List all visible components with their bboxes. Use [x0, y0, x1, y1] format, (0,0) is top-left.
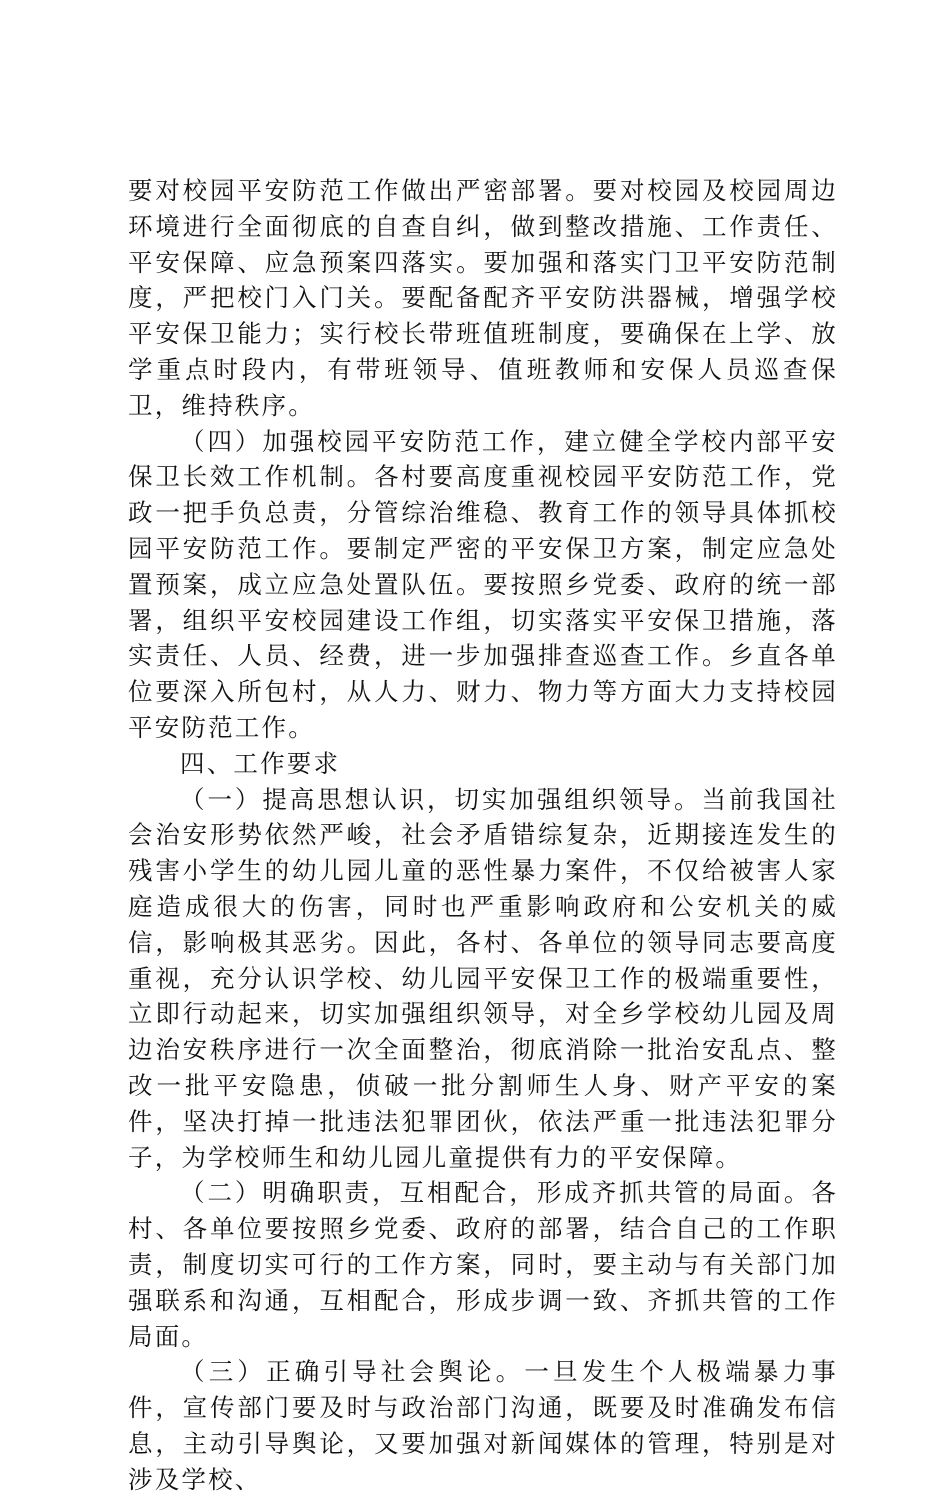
paragraph-security-deployment: 要对校园平安防范工作做出严密部署。要对校园及校园周边环境进行全面彻底的自查自纠，做到整改措施、工作责任、平安保障、应急预案四落实。要加强和落实门卫平安防范制度，严把校门入门关。要配备配齐平安防洪器械，增强学校平安保卫能力；实行校长带班值班制度，要确保在上学、放学重点时段内，有带班领导、值班教师和安保人员巡查保卫，维持秩序。	[128, 176, 838, 420]
section-heading-work-requirements: 四、工作要求	[180, 748, 341, 778]
paragraph-section-4: （四）加强校园平安防范工作，建立健全学校内部平安保卫长效工作机制。各村要高度重视校园平安防范工作，党政一把手负总责，分管综治维稳、教育工作的领导具体抓校园平安防范工作。要制定严密的平安保卫方案，制定应急处置预案，成立应急处置队伍。要按照乡党委、政府的统一部署，组织平安校园建设工作组，切实落实平安保卫措施，落实责任、人员、经费，进一步加强排查巡查工作。乡直各单位要深入所包村，从人力、财力、物力等方面大力支持校园平安防范工作。	[128, 426, 838, 742]
paragraph-requirement-3: （三）正确引导社会舆论。一旦发生个人极端暴力事件，宣传部门要及时与政治部门沟通，既要及时准确发布信息，主动引导舆论，又要加强对新闻媒体的管理，特别是对涉及学校、	[128, 1357, 838, 1494]
document-body	[128, 173, 838, 1497]
paragraph-requirement-1: （一）提高思想认识，切实加强组织领导。当前我国社会治安形势依然严峻，社会矛盾错综复杂，近期接连发生的残害小学生的幼儿园儿童的恶性暴力案件，不仅给被害人家庭造成很大的伤害，同时也严重影响政府和公安机关的威信，影响极其恶劣。因此，各村、各单位的领导同志要高度重视，充分认识学校、幼儿园平安保卫工作的极端重要性，立即行动起来，切实加强组织领导，对全乡学校幼儿园及周边治安秩序进行一次全面整治，彻底消除一批治安乱点、整改一批平安隐患，侦破一批分割师生人身、财产平安的案件，坚决打掉一批违法犯罪团伙，依法严重一批违法犯罪分子，为学校师生和幼儿园儿童提供有力的平安保障。	[128, 784, 838, 1172]
paragraph-requirement-2: （二）明确职责，互相配合，形成齐抓共管的局面。各村、各单位要按照乡党委、政府的部署，结合自己的工作职责，制度切实可行的工作方案，同时，要主动与有关部门加强联系和沟通，互相配合，形成步调一致、齐抓共管的工作局面。	[128, 1178, 838, 1351]
